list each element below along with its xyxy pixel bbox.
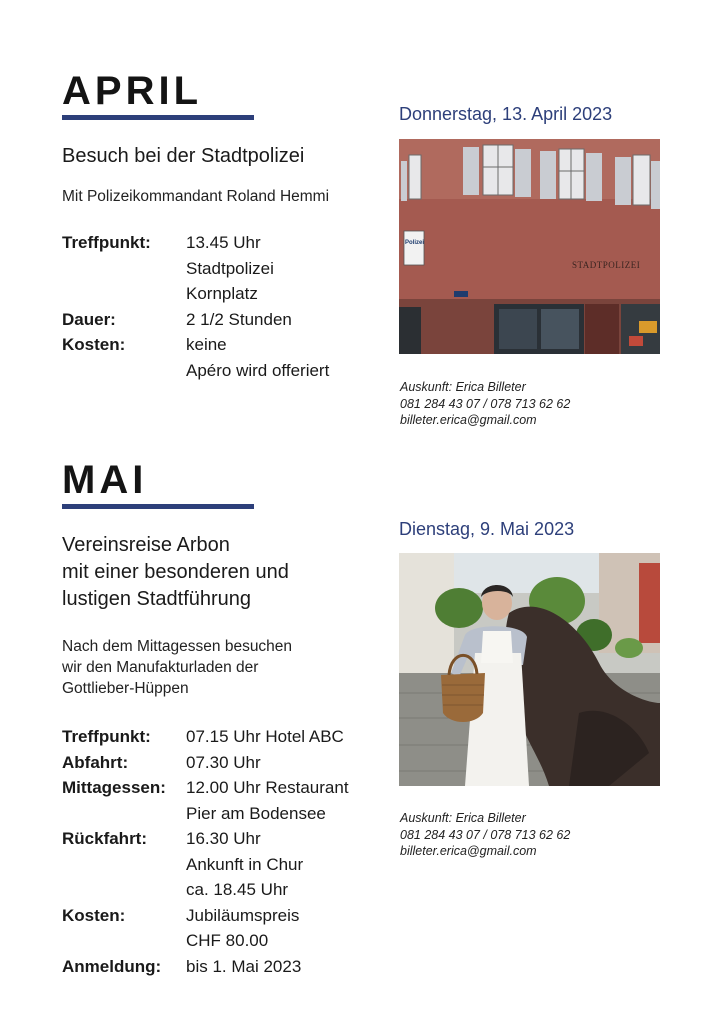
detail-value: CHF 80.00 [186,931,269,950]
event-title [62,532,289,613]
contact-email: billeter.erica@gmail.com [400,413,537,427]
detail-label: Treffpunkt: [62,233,151,252]
detail-value: keine [186,335,227,354]
detail-row-kosten [62,332,329,383]
contact-name: Auskunft: Erica Billeter [400,811,526,825]
detail-value: Apéro wird offeriert [186,360,330,380]
detail-value: 16.30 Uhr [186,829,261,848]
detail-row-treffpunkt [62,230,329,307]
detail-label: Kosten: [62,335,126,354]
detail-label: Dauer: [62,309,116,329]
detail-value: ca. 18.45 Uhr [186,880,289,899]
detail-value: Ankunft in Chur [186,854,304,874]
detail-label: Abfahrt: [62,752,129,772]
detail-label: Treffpunkt: [62,727,151,746]
detail-value: Jubiläumspreis [186,905,300,925]
detail-label: Mittagessen: [62,778,166,797]
event-date: Donnerstag, 13. April 2023 [399,104,613,124]
detail-value: 13.45 Uhr [186,233,261,252]
police-sign-text: Polizei [405,240,425,246]
event-title-line: Besuch bei der Stadtpolizei [62,145,305,167]
contact-name: Auskunft: Erica Billeter [400,380,526,394]
event-intro [62,636,292,699]
contact-phone: 081 284 43 07 / 078 713 62 62 [400,396,571,411]
contact-email: billeter.erica@gmail.com [400,844,537,858]
detail-row-rueckfahrt [62,826,349,903]
detail-value: bis 1. Mai 2023 [186,956,302,976]
city-tour-guide-photo [399,553,660,786]
detail-row-dauer [62,307,329,333]
detail-label: Rückfahrt: [62,829,148,848]
detail-value: 07.30 Uhr [186,752,261,772]
intro-line: Mit Polizeikommandant Roland Hemmi [62,188,330,205]
month-heading-april: APRIL [62,69,202,113]
intro-line: wir den Manufakturladen der [62,659,259,676]
detail-label: Anmeldung: [62,956,162,976]
event-date: Dienstag, 9. Mai 2023 [399,519,575,539]
detail-row-mittagessen [62,775,349,826]
event-title-line: lustigen Stadtführung [62,588,252,610]
detail-row-kosten [62,903,349,954]
month-underline [62,504,254,509]
detail-value: Kornplatz [186,284,258,303]
police-building-photo [399,139,660,354]
event-title [62,143,304,170]
contact-block [400,379,570,429]
event-title-line: mit einer besonderen und [62,561,289,583]
detail-value: Stadtpolizei [186,258,274,278]
contact-phone: 081 284 43 07 / 078 713 62 62 [400,827,571,842]
detail-value: 12.00 Uhr Restaurant [186,778,349,797]
event-intro [62,186,329,207]
detail-row-abfahrt [62,750,349,776]
intro-line: Gottlieber-Hüppen [62,680,189,697]
detail-value: 2 1/2 Stunden [186,309,292,329]
detail-row-treffpunkt [62,724,349,750]
contact-block [400,810,570,860]
month-underline [62,115,254,120]
event-details [62,230,329,383]
detail-value: 07.15 Uhr Hotel ABC [186,727,344,746]
detail-row-anmeldung [62,954,349,980]
event-details [62,724,349,979]
event-title-line: Vereinsreise Arbon [62,534,230,556]
building-wall-lettering: STADTPOLIZEI [572,260,641,270]
month-heading-mai: MAI [62,458,148,502]
detail-value: Pier am Bodensee [186,803,326,823]
detail-label: Kosten: [62,905,126,925]
intro-line: Nach dem Mittagessen besuchen [62,638,293,655]
